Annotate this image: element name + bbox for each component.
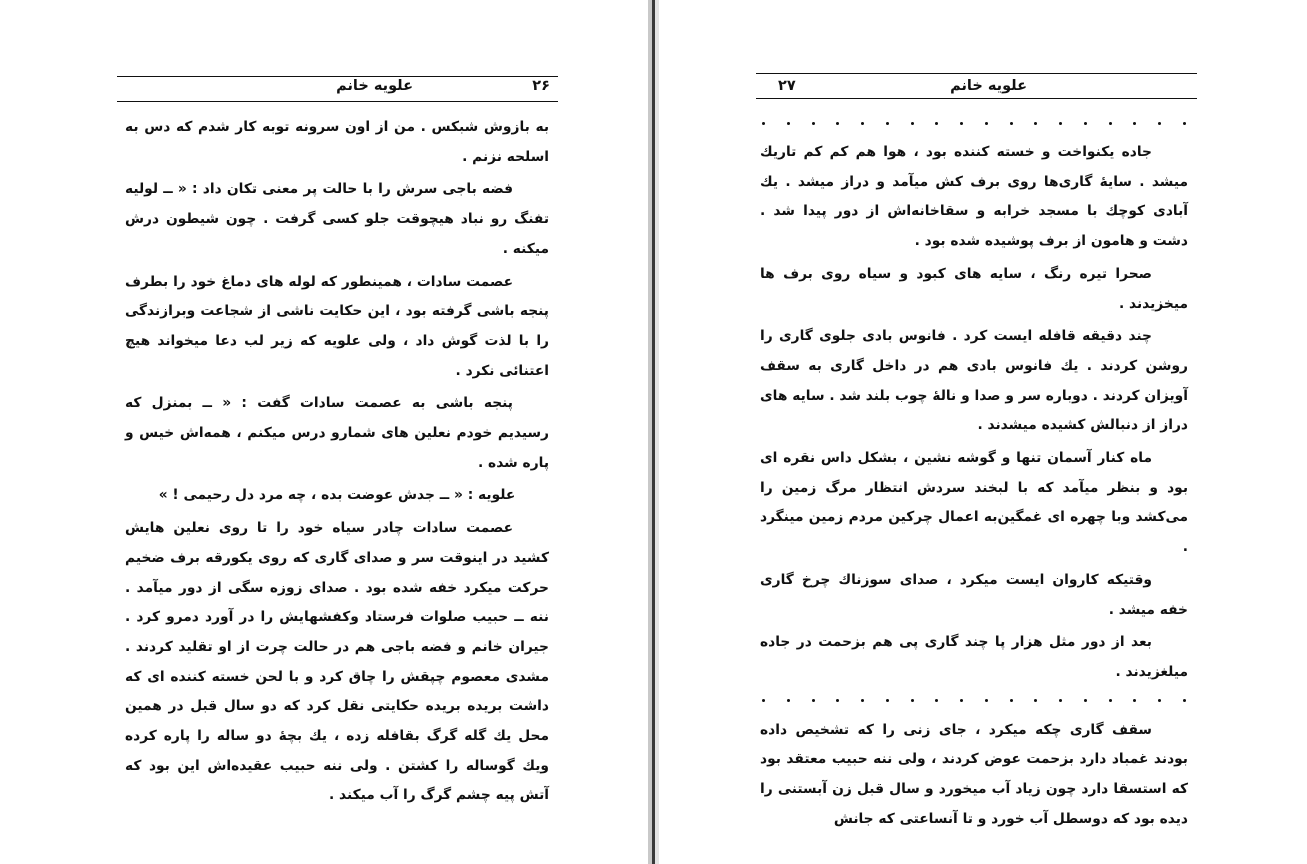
- ellipsis-dot: [1010, 699, 1013, 702]
- ellipsis-dot: [1183, 699, 1186, 702]
- right-paragraph: صحرا تیره رنگ ، سایه های کبود و سیاه روی برف ها میخزیدند .: [760, 265, 1188, 312]
- left-header-rule-top: [117, 76, 558, 77]
- ellipsis-dot: [812, 122, 815, 125]
- left-paragraph: عصمت سادات ، همینطور که لوله های دماغ خود را بطرف پنجه باشی گرفته بود ، این حکایت ناشی از شجاعت وبرازندگی را با لذت گوش داد ، ولی علویه که زیر لب دعا میخواند هیچ اعتنائی نکرد .: [125, 273, 549, 379]
- right-header-rule-top: [756, 73, 1197, 74]
- ellipsis-dot: [1059, 122, 1062, 125]
- ellipsis-dot: [1034, 122, 1037, 125]
- right-paragraph: چند دقیقه قافله ایست کرد . فانوس بادی جلوی گاری را روشن کردند . یك فانوس بادی هم در داخل گاری به سقف آویزان کردند . دوباره سر و صدا و نالهٔ چوب بلند شد . سایه های دراز از دنبالش کشیده میشدند .: [760, 328, 1188, 434]
- ellipsis-dot: [1109, 122, 1112, 125]
- right-paragraph: سقف گاری چکه میکرد ، جای زنی را که تشخیص داده بودند غمباد دارد بزحمت عوض کردند ، ولی ننه حبیب معتقد بود که استسقا دارد چون زیاد آب میخورد و سال قبل زن آبستنی را دیده بود که دوسطل آب خورد و تا آنساعتی که جانش: [760, 721, 1188, 827]
- section-break-dots: [760, 112, 1188, 134]
- ellipsis-dot: [960, 122, 963, 125]
- right-paragraph: ماه کنار آسمان تنها و گوشه نشین ، بشکل داس نقره ای بود و بنظر میآمد که با لبخند سردش انتظار مرگ زمین را می‌کشد وبا چهره ای غمگین‌به اعمال چرکین مردم زمین مینگرد .: [760, 450, 1188, 556]
- ellipsis-dot: [1183, 122, 1186, 125]
- book-gutter-edge: [655, 0, 659, 864]
- ellipsis-dot: [886, 699, 889, 702]
- right-running-title: علویه خانم: [950, 78, 1027, 94]
- ellipsis-dot: [935, 699, 938, 702]
- ellipsis-dot: [1133, 122, 1136, 125]
- ellipsis-dot: [1133, 699, 1136, 702]
- ellipsis-dot: [960, 699, 963, 702]
- ellipsis-dot: [861, 699, 864, 702]
- right-paragraph: جاده یکنواخت و خسته کننده بود ، هوا هم کم کم تاریك میشد . سایهٔ گاری‌ها روی برف کش میآمد و دراز میشد . یك آبادی کوچك با مسجد خرابه و سقاخانه‌اش از دور پیدا شد . دشت و هامون از برف پوشیده شده بود .: [760, 144, 1188, 250]
- ellipsis-dot: [1158, 122, 1161, 125]
- section-break-dots: [760, 690, 1188, 712]
- ellipsis-dot: [787, 699, 790, 702]
- ellipsis-dot: [935, 122, 938, 125]
- ellipsis-dot: [1010, 122, 1013, 125]
- ellipsis-dot: [1109, 699, 1112, 702]
- ellipsis-dot: [812, 699, 815, 702]
- ellipsis-dot: [836, 699, 839, 702]
- right-paragraph: بعد از دور مثل هزار پا چند گاری پی هم بزحمت در جاده میلغزیدند .: [760, 634, 1188, 680]
- ellipsis-dot: [1084, 699, 1087, 702]
- left-running-header: [117, 78, 558, 102]
- ellipsis-dot: [861, 122, 864, 125]
- ellipsis-dot: [762, 699, 765, 702]
- left-paragraph: فضه باجی سرش را با حالت پر معنی تکان داد : « ــ لولیه تفنگ رو نباد هیچوقت جلو کسی گرفت . چون شیطون درش میکنه .: [125, 181, 549, 257]
- ellipsis-dot: [1084, 122, 1087, 125]
- left-paragraph: پنجه باشی به عصمت سادات گفت : « ــ بمنزل که رسیدیم خودم نعلین های شمارو درس میکنم ، همه‌اش خیس و پاره شده .: [125, 395, 549, 471]
- right-page-number: ۲۷: [778, 78, 796, 94]
- right-body-text: [760, 110, 1188, 834]
- ellipsis-dot: [1034, 699, 1037, 702]
- left-paragraph: علویه : « ــ جدش عوضت بده ، چه مرد دل رحیمی ! »: [158, 487, 516, 504]
- ellipsis-dot: [911, 699, 914, 702]
- ellipsis-dot: [787, 122, 790, 125]
- ellipsis-dot: [886, 122, 889, 125]
- right-paragraph: وقتیکه کاروان ایست میکرد ، صدای سوزناك چرخ گاری خفه میشد .: [760, 571, 1188, 618]
- right-header-rule-bottom: [756, 98, 1197, 99]
- left-paragraph: به بازوش شبکس . من از اون سرونه توبه کار شدم که دس به اسلحه نزنم .: [125, 119, 549, 165]
- left-running-title: علویه خانم: [336, 78, 413, 94]
- ellipsis-dot: [836, 122, 839, 125]
- ellipsis-dot: [762, 122, 765, 125]
- ellipsis-dot: [1158, 699, 1161, 702]
- ellipsis-dot: [985, 699, 988, 702]
- left-paragraph: عصمت سادات چادر سیاه خود را تا روی نعلین هایش کشید در اینوقت سر و صدای گاری که روی یکورقه برف ضخیم حرکت میکرد خفه شده بود . صدای زوزه سگی از دور میآمد . ننه ــ حبیب صلوات فرستاد وکفشهایش را در آورد دمرو کرد . جیران خانم و فضه باجی هم در حالت چرت از او تقلید کردند . مشدی معصوم چپقش را چاق کرد و با لحن خسته کننده ای که داشت بریده بریده حکایتی نقل کرد که دو سال قبل در همین محل یك گله گرگ بقافله زده ، یك بچهٔ دو ساله را پاره کرده ویك گوساله را کشتن . ولی ننه حبیب عقیده‌اش این بود که آتش پیه چشم گرگ را آب میکند .: [125, 520, 549, 804]
- ellipsis-dot: [985, 122, 988, 125]
- ellipsis-dot: [1059, 699, 1062, 702]
- left-page-number: ۲۶: [532, 78, 550, 94]
- left-body-text: [125, 113, 549, 811]
- ellipsis-dot: [911, 122, 914, 125]
- left-header-rule-bottom: [117, 101, 558, 102]
